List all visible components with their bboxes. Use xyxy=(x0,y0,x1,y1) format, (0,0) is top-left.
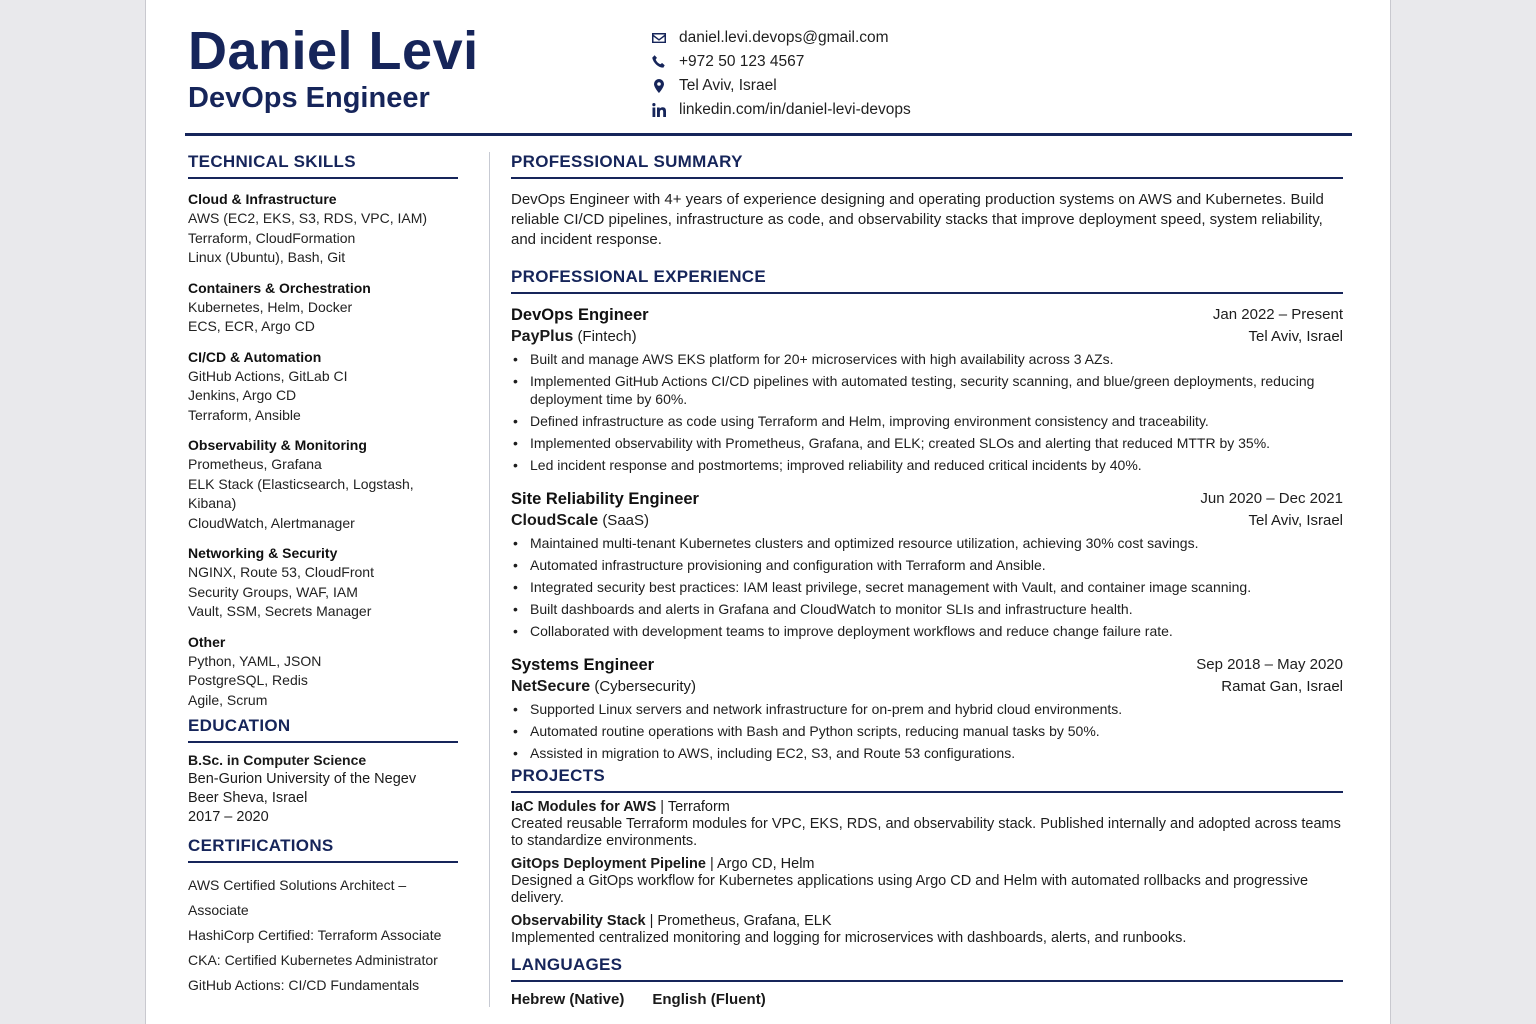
skill-group-title: Other xyxy=(188,633,226,650)
contact-email[interactable] xyxy=(651,26,911,50)
skill-line: GitHub Actions, GitLab CI xyxy=(188,367,348,384)
job-dates: Jun 2020 – Dec 2021 xyxy=(1200,490,1343,507)
skill-line: Linux (Ubuntu), Bash, Git xyxy=(188,249,346,265)
job-bullets xyxy=(511,350,1343,474)
section-title-experience: PROFESSIONAL EXPERIENCE xyxy=(511,267,1343,294)
resume-page xyxy=(145,0,1391,1024)
certification-item: HashiCorp Certified: Terraform Associate xyxy=(188,927,442,943)
education-years: 2017 – 2020 xyxy=(188,809,269,825)
skill-group xyxy=(188,189,458,268)
certification-item: GitHub Actions: CI/CD Fundamentals xyxy=(188,977,420,993)
skill-line: CloudWatch, Alertmanager xyxy=(188,514,355,531)
education-school: Ben-Gurion University of the Negev xyxy=(188,771,417,787)
section-title-projects: PROJECTS xyxy=(511,766,1343,793)
project-tech: Argo CD, Helm xyxy=(717,856,815,872)
skill-group-title: Containers & Orchestration xyxy=(188,279,371,296)
project-entry: GitOps Deployment Pipeline | Argo CD, Helm Designed a GitOps workflow for Kubernetes applications using Argo CD and Helm with automated rollbacks and progressive delivery. xyxy=(511,856,1343,907)
contact-location xyxy=(651,74,911,98)
job-bullet: • Collaborated with development teams to improve deployment workflows and reduce change failure rate. xyxy=(511,622,1343,640)
job-entry xyxy=(511,304,1343,474)
job-location: Tel Aviv, Israel xyxy=(1248,512,1343,529)
job-bullet: • Led incident response and postmortems; improved reliability and reduced critical incidents by 40%. xyxy=(511,456,1343,474)
skill-line: NGINX, Route 53, CloudFront xyxy=(188,564,374,580)
skill-group xyxy=(188,543,458,622)
job-title: DevOps Engineer xyxy=(511,306,649,324)
skill-line: Vault, SSM, Secrets Manager xyxy=(188,603,372,619)
skill-line: Jenkins, Argo CD xyxy=(188,387,297,403)
section-title-education: EDUCATION xyxy=(188,716,458,743)
job-location: Ramat Gan, Israel xyxy=(1221,678,1343,695)
job-bullet: • Integrated security best practices: IAM least privilege, secret management with Vault, and container image scanning. xyxy=(511,578,1343,596)
project-description: Implemented centralized monitoring and logging for microservices with dashboards, alerts, and runbooks. xyxy=(511,930,1187,946)
job-bullet: • Built dashboards and alerts in Grafana and CloudWatch to monitor SLIs and infrastructure health. xyxy=(511,600,1343,618)
job-entry xyxy=(511,654,1343,762)
contact-linkedin[interactable] xyxy=(651,98,911,122)
section-title-certifications: CERTIFICATIONS xyxy=(188,836,458,863)
job-sector: (Cybersecurity) xyxy=(594,678,697,695)
skill-group xyxy=(188,278,458,337)
education-entry xyxy=(188,751,458,827)
linkedin-icon xyxy=(651,102,667,118)
language-item: English (Fluent) xyxy=(652,991,766,1008)
skill-line: Terraform, Ansible xyxy=(188,406,301,423)
skill-line: Python, YAML, JSON xyxy=(188,652,322,669)
project-entry: Observability Stack | Prometheus, Grafana, ELK Implemented centralized monitoring and logging for microservices with dashboards, alerts, and runbooks. xyxy=(511,913,1343,947)
candidate-role: DevOps Engineer xyxy=(188,82,430,114)
skill-line: Kubernetes, Helm, Docker xyxy=(188,298,353,315)
job-company: NetSecure xyxy=(511,678,591,695)
contact-phone-text: +972 50 123 4567 xyxy=(679,53,805,70)
education-degree: B.Sc. in Computer Science xyxy=(188,752,367,768)
phone-icon xyxy=(651,54,667,70)
skill-line: Terraform, CloudFormation xyxy=(188,229,356,246)
skill-group-title: Observability & Monitoring xyxy=(188,437,367,453)
education-location: Beer Sheva, Israel xyxy=(188,790,308,806)
job-bullet: • Supported Linux servers and network infrastructure for on-prem and hybrid cloud environments. xyxy=(511,700,1343,718)
project-tech: Prometheus, Grafana, ELK xyxy=(657,913,832,929)
contact-linkedin-text: linkedin.com/in/daniel-levi-devops xyxy=(679,101,911,118)
contact-location-text: Tel Aviv, Israel xyxy=(679,77,777,94)
job-bullet: • Implemented GitHub Actions CI/CD pipelines with automated testing, security scanning, and blue/green deployments, reducing deployment time by 60%. xyxy=(511,372,1343,408)
job-location: Tel Aviv, Israel xyxy=(1248,328,1343,345)
skill-group xyxy=(188,435,458,533)
contact-block xyxy=(651,26,911,122)
skill-group-title: CI/CD & Automation xyxy=(188,348,322,365)
column-divider xyxy=(489,152,490,1007)
certification-list xyxy=(188,873,458,998)
certification-item: AWS Certified Solutions Architect – Associate xyxy=(188,877,407,918)
header-divider xyxy=(185,133,1352,136)
project-name: Observability Stack xyxy=(511,913,646,929)
language-item: Hebrew (Native) xyxy=(511,991,625,1008)
skill-line: Security Groups, WAF, IAM xyxy=(188,583,358,600)
mail-icon xyxy=(651,30,667,46)
skill-group xyxy=(188,347,458,426)
section-title-summary: PROFESSIONAL SUMMARY xyxy=(511,152,1343,179)
skill-line: Agile, Scrum xyxy=(188,691,268,708)
job-bullet: • Built and manage AWS EKS platform for 20+ microservices with high availability across 3 AZs. xyxy=(511,350,1343,368)
job-bullet: • Implemented observability with Prometheus, Grafana, and ELK; created SLOs and alerting that reduced MTTR by 35%. xyxy=(511,434,1343,452)
job-sector: (SaaS) xyxy=(602,512,649,529)
location-pin-icon xyxy=(651,78,667,94)
job-dates: Jan 2022 – Present xyxy=(1212,306,1343,323)
project-description: Designed a GitOps workflow for Kubernetes applications using Argo CD and Helm with automated rollbacks and progressive delivery. xyxy=(511,873,1309,906)
skill-line: Prometheus, Grafana xyxy=(188,456,322,472)
job-dates: Sep 2018 – May 2020 xyxy=(1196,656,1343,673)
job-bullet: • Assisted in migration to AWS, including EC2, S3, and Route 53 configurations. xyxy=(511,744,1343,762)
project-tech: Terraform xyxy=(667,799,730,815)
project-name: GitOps Deployment Pipeline xyxy=(511,856,706,872)
job-title: Systems Engineer xyxy=(511,656,655,674)
contact-phone[interactable] xyxy=(651,50,911,74)
skill-line: ELK Stack (Elasticsearch, Logstash, Kibana) xyxy=(188,475,414,511)
job-bullets xyxy=(511,700,1343,762)
language-list xyxy=(511,991,1343,1008)
job-bullets xyxy=(511,534,1343,640)
project-description: Created reusable Terraform modules for VPC, EKS, RDS, and observability stack. Published internally and adopted across teams to standardize environments. xyxy=(511,816,1341,849)
section-title-languages: LANGUAGES xyxy=(511,955,1343,982)
candidate-name: Daniel Levi xyxy=(188,21,479,81)
job-company: PayPlus xyxy=(511,328,574,345)
skill-group xyxy=(188,632,458,711)
certification-item: CKA: Certified Kubernetes Administrator xyxy=(188,952,438,968)
skill-line: AWS (EC2, EKS, S3, RDS, VPC, IAM) xyxy=(188,210,428,226)
job-bullet: • Defined infrastructure as code using Terraform and Helm, improving environment consistency and traceability. xyxy=(511,412,1343,430)
project-entry: IaC Modules for AWS | Terraform Created reusable Terraform modules for VPC, EKS, RDS, and observability stack. Published internally and adopted across teams to standardize environments. xyxy=(511,799,1343,850)
skill-group-title: Cloud & Infrastructure xyxy=(188,191,337,207)
job-sector: (Fintech) xyxy=(577,328,637,345)
skill-line: ECS, ECR, Argo CD xyxy=(188,318,315,334)
skill-group-title: Networking & Security xyxy=(188,545,338,561)
left-column xyxy=(188,152,458,998)
job-bullet: • Automated routine operations with Bash and Python scripts, reducing manual tasks by 50%. xyxy=(511,722,1343,740)
job-entry xyxy=(511,488,1343,640)
section-title-skills: TECHNICAL SKILLS xyxy=(188,152,458,179)
job-title: Site Reliability Engineer xyxy=(511,490,699,508)
skill-line: PostgreSQL, Redis xyxy=(188,672,308,688)
job-bullet: • Automated infrastructure provisioning and configuration with Terraform and Ansible. xyxy=(511,556,1343,574)
job-bullet: • Maintained multi-tenant Kubernetes clusters and optimized resource utilization, achieving 30% cost savings. xyxy=(511,534,1343,552)
contact-email-text: daniel.levi.devops@gmail.com xyxy=(679,29,889,46)
right-column xyxy=(511,152,1343,1008)
summary-text: DevOps Engineer with 4+ years of experience designing and operating production systems on AWS and Kubernetes. Build reliable CI/CD pipelines, infrastructure as code, and observability stacks that improve deployment speed, system reliability, and incident response. xyxy=(511,191,1324,248)
project-name: IaC Modules for AWS xyxy=(511,799,657,815)
job-company: CloudScale xyxy=(511,512,599,529)
